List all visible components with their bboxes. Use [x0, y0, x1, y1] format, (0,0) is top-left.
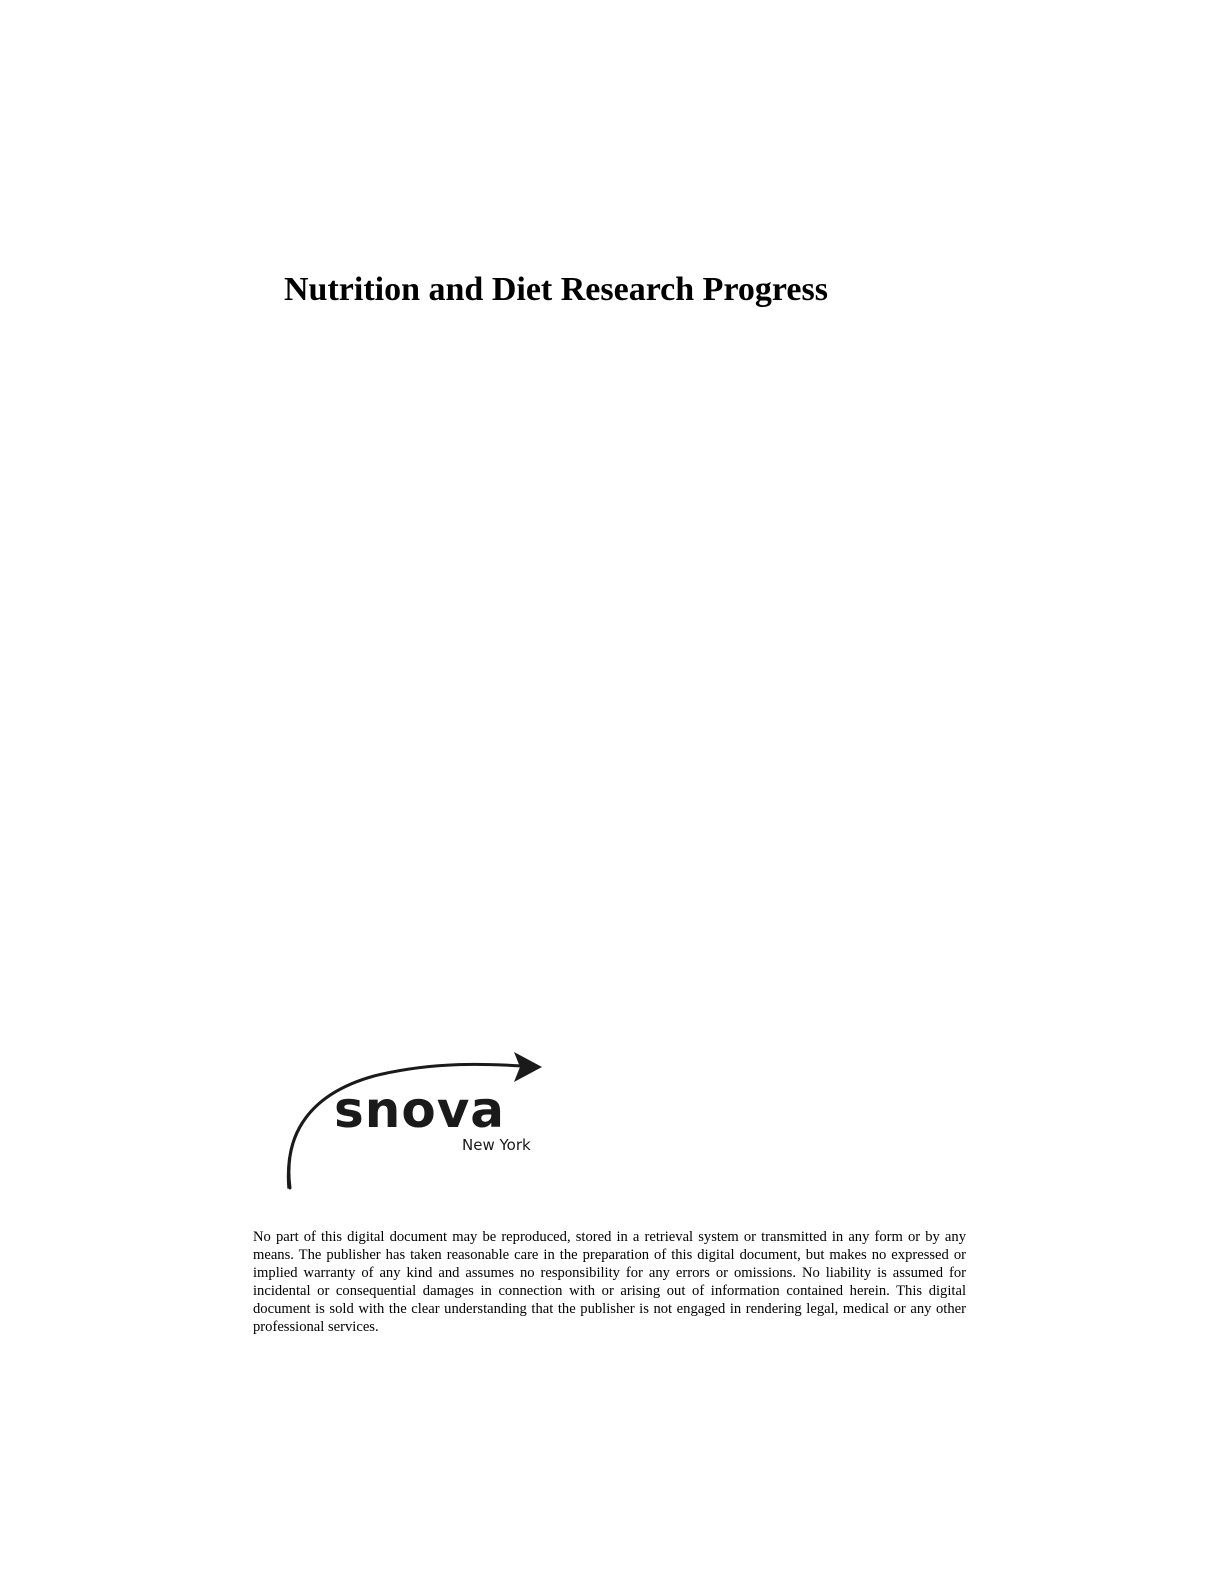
publisher-logo: [282, 1044, 552, 1190]
series-title: Nutrition and Diet Research Progress: [284, 271, 828, 308]
publisher-city: New York: [462, 1136, 531, 1154]
publisher-name: snova: [334, 1081, 506, 1139]
legal-notice: No part of this digital document may be reproduced, stored in a retrieval system or transmitted in any form or by any means. The publisher has taken reasonable care in the preparation of this digital document, but makes no expressed or implied warranty of any kind and assumes no responsibility for any errors or omissions. No liability is assumed for incidental or consequential damages in connection with or arising out of information contained herein. This digital document is sold with the clear understanding that the publisher is not engaged in rendering legal, medical or any other professional services.: [253, 1229, 966, 1335]
